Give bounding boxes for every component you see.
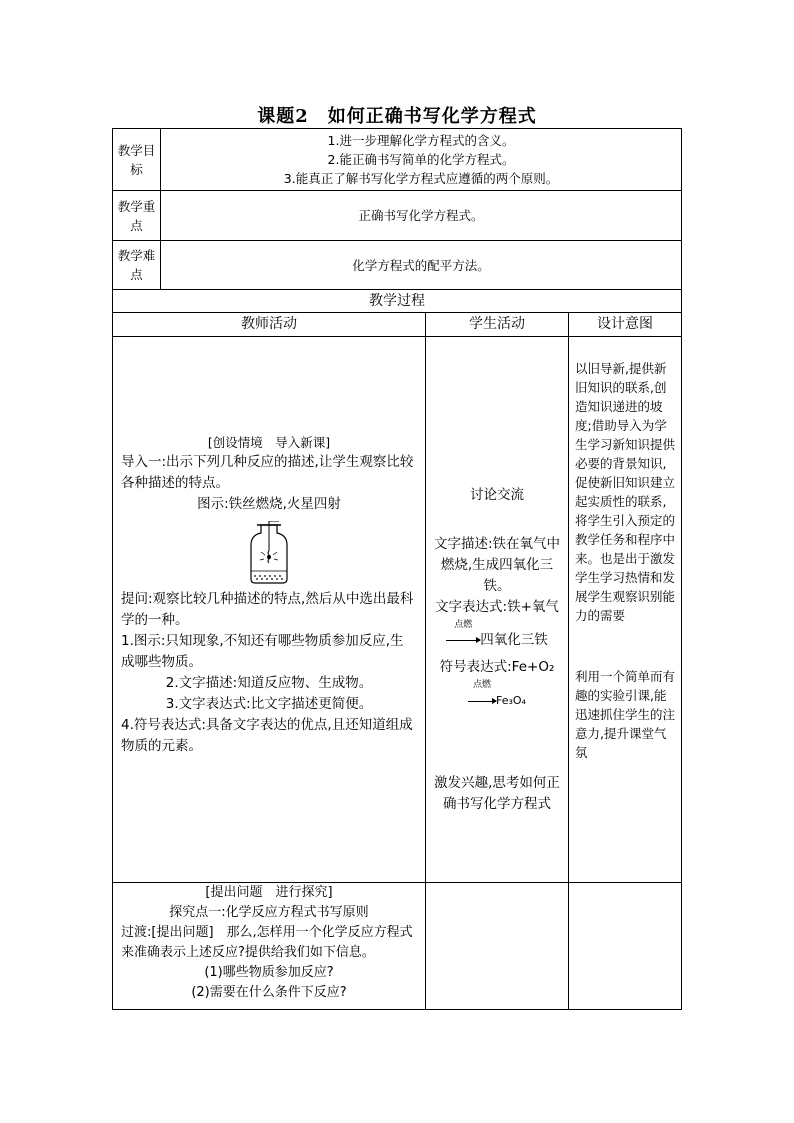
design-intent-1: 以旧导新,提供新旧知识的联系,创造知识递进的坡度;借助导入为学生学习新知识提供必要的背景知识,促使新旧知识建立起实质性的联系,将学生引入预定的教学任务和程序中来。也是出于激发学生学习热情和发展学生观察识别能力的需要 — [575, 361, 676, 623]
point-item: 2.文字描述:知道反应物、生成物。 — [165, 675, 373, 691]
reaction-condition: 点燃 — [472, 680, 491, 690]
discuss-text: 讨论交流 — [470, 487, 524, 503]
point-item: 1.图示:只知现象,不知还有哪些物质参加反应,生成哪些物质。 — [121, 633, 404, 670]
arrow-icon — [446, 640, 480, 641]
key-point-label: 教学重点 — [113, 191, 161, 241]
objectives-label — [113, 129, 161, 191]
symbol-equation-prefix: 符号表达式:Fe+O₂ — [439, 659, 555, 675]
section1-row — [113, 337, 682, 883]
question-text: 提问:观察比较几种描述的特点,然后从中选出最科学的一种。 — [121, 591, 414, 628]
reaction-arrow — [468, 680, 496, 711]
section2-design-cell — [569, 883, 682, 1010]
design-column-header: 设计意图 — [569, 313, 682, 337]
reaction-arrow — [446, 620, 480, 651]
student-column-header: 学生活动 — [426, 313, 569, 337]
flask-icon — [239, 521, 299, 587]
objective-item: 2.能正确书写简单的化学方程式。 — [327, 152, 515, 167]
difficulty-label: 教学难点 — [113, 241, 161, 290]
section1-teacher-cell — [113, 337, 426, 883]
section1-student-cell — [426, 337, 569, 883]
symbol-equation-product: Fe₃O₄ — [496, 694, 526, 707]
page-title: 课题2 如何正确书写化学方程式 — [257, 106, 537, 127]
key-point-row — [113, 191, 682, 241]
intro-text: 导入一:出示下列几种反应的描述,让学生观察比较各种描述的特点。 — [121, 454, 414, 491]
section2-teacher-cell — [113, 883, 426, 1010]
reaction-condition: 点燃 — [454, 620, 473, 630]
section2-row — [113, 883, 682, 1010]
objectives-content — [161, 129, 682, 191]
figure-caption: 图示:铁丝燃烧,火星四射 — [197, 496, 341, 512]
column-header-row — [113, 313, 682, 337]
difficulty-row — [113, 241, 682, 290]
section2-student-cell — [426, 883, 569, 1010]
objectives-row — [113, 129, 682, 191]
transition-text: 过渡:[提出问题] 那么,怎样用一个化学反应方程式来准确表示上述反应?提供给我们如下信息。 — [121, 925, 413, 960]
interest-text: 激发兴趣,思考如何正确书写化学方程式 — [434, 775, 560, 812]
objective-item: 3.能真正了解书写化学方程式应遵循的两个原则。 — [283, 171, 559, 186]
symbol-equation — [432, 680, 562, 711]
key-point-content: 正确书写化学方程式。 — [161, 191, 682, 241]
section-heading: [提出问题 进行探究] — [205, 885, 333, 900]
process-header-row — [113, 290, 682, 313]
objective-item: 1.进一步理解化学方程式的含义。 — [327, 133, 515, 148]
section1-design-cell — [569, 337, 682, 883]
teacher-column-header: 教师活动 — [113, 313, 426, 337]
point-item: 4.符号表达式:具备文字表达的优点,且还知道组成物质的元素。 — [121, 717, 413, 754]
point-item: 3.文字表达式:比文字描述更简便。 — [165, 696, 373, 712]
word-equation — [432, 620, 562, 651]
section-heading: [创设情境 导入新课] — [207, 435, 331, 450]
question-item: (2)需要在什么条件下反应? — [191, 985, 347, 1000]
difficulty-content: 化学方程式的配平方法。 — [161, 241, 682, 290]
lesson-plan-table — [112, 128, 682, 1010]
inquiry-point: 探究点一:化学反应方程式书写原则 — [169, 905, 369, 920]
question-item: (1)哪些物质参加反应? — [204, 965, 334, 980]
objectives-label-text: 教学目标 — [117, 142, 156, 177]
process-header: 教学过程 — [113, 290, 682, 313]
design-intent-2: 利用一个简单而有趣的实验引课,能迅速抓住学生的注意力,提升课堂气氛 — [575, 669, 676, 760]
text-description: 文字描述:铁在氧气中燃烧,生成四氧化三铁。 — [433, 536, 561, 594]
word-equation-product: 四氧化三铁 — [480, 632, 548, 648]
burning-iron-flask-figure — [117, 521, 421, 587]
arrow-icon — [468, 701, 496, 702]
word-equation-prefix: 文字表达式:铁+氧气 — [435, 599, 559, 615]
